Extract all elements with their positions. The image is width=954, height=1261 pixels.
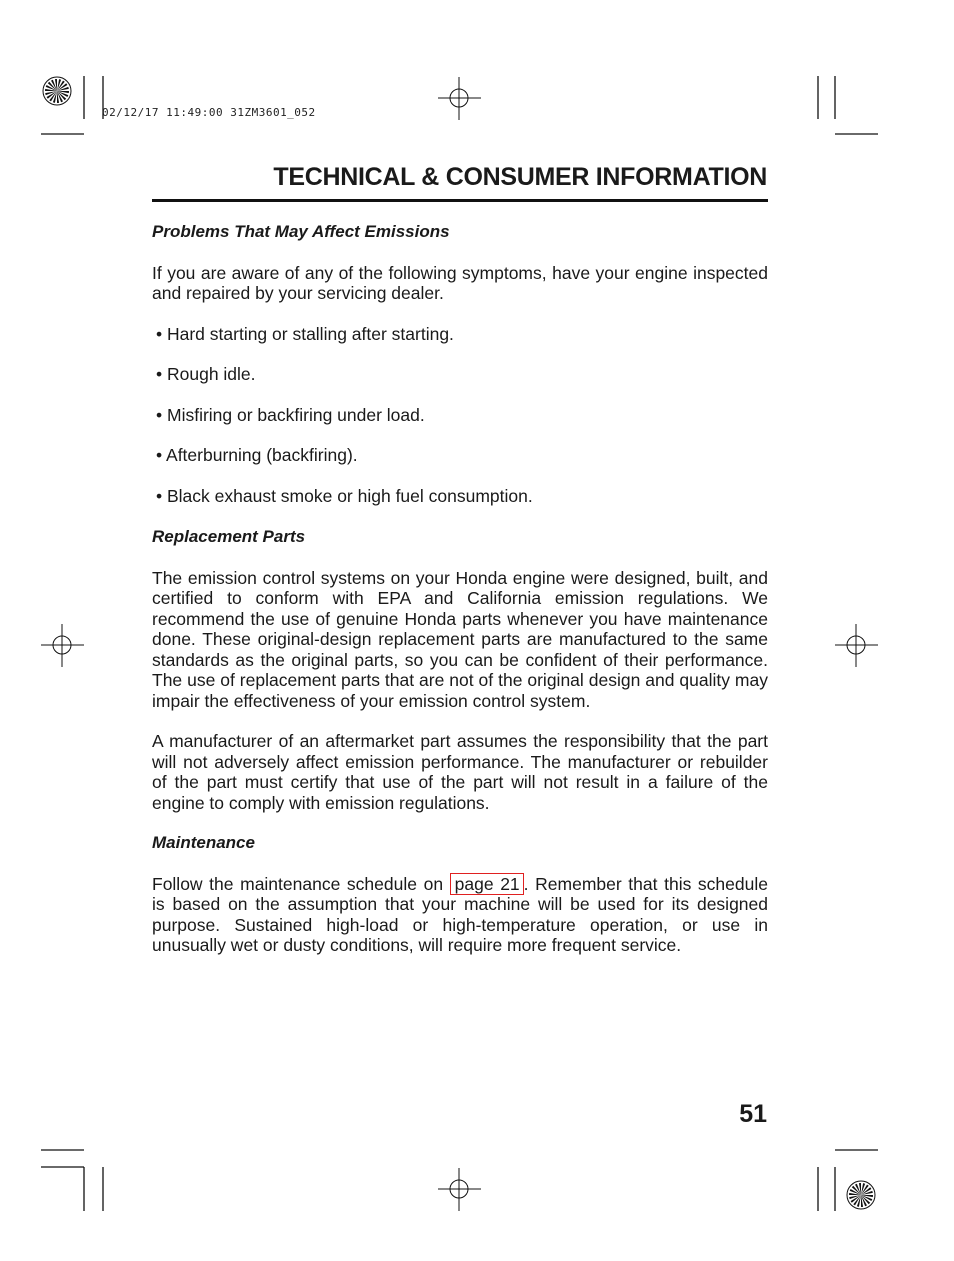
registration-mark-top (438, 77, 481, 120)
page-21-link[interactable]: page 21 (450, 873, 524, 895)
starburst-ray (852, 1186, 861, 1195)
registration-mark-bottom (438, 1168, 481, 1211)
page-title: TECHNICAL & CONSUMER INFORMATION (273, 163, 767, 191)
list-item: • Rough idle. (156, 364, 256, 384)
page-number: 51 (739, 1100, 767, 1128)
registration-mark-left (41, 624, 84, 667)
starburst-ray (861, 1195, 870, 1204)
maintenance-text-before: Follow the maintenance schedule on (152, 873, 450, 894)
heading-replacement-parts: Replacement Parts (152, 527, 306, 546)
maintenance-text-after: . Remember that this schedule is based on the assumption that your machine will be used for its designed purpose. Sustained high-load or high-temperature operation, or use in unusually wet or dusty conditions, will require more frequent service. (152, 873, 768, 955)
starburst-mark-bottom-right (847, 1181, 875, 1209)
page-content (152, 218, 768, 976)
maintenance-paragraph (152, 874, 768, 956)
heading-maintenance: Maintenance (152, 833, 255, 852)
registration-mark-right (835, 624, 878, 667)
list-item: • Afterburning (backfiring). (156, 445, 358, 465)
starburst-ray (57, 91, 66, 100)
heading-emission-problems: Problems That May Affect Emissions (152, 222, 450, 241)
intro-paragraph: If you are aware of any of the following symptoms, have your engine inspected and repaired by your servicing dealer. (152, 262, 768, 303)
starburst-mark-top-left (43, 77, 71, 105)
replacement-parts-paragraph-2: A manufacturer of an aftermarket part assumes the responsibility that the part will not adversely affect emission performance. The manufacturer or rebuilder of the part must certify that use of the part will not result in a failure of the engine to comply with emission regulations. (152, 731, 768, 813)
list-item: • Misfiring or backfiring under load. (156, 404, 425, 425)
print-timestamp: 02/12/17 11:49:00 31ZM3601_052 (102, 106, 316, 119)
list-item: • Black exhaust smoke or high fuel consumption. (156, 485, 533, 506)
symptom-list (156, 324, 768, 507)
list-item: • Hard starting or stalling after starting. (156, 323, 454, 344)
starburst-ray (48, 82, 57, 91)
replacement-parts-paragraph-1: The emission control systems on your Honda engine were designed, built, and certified to conform with EPA and California emission regulations. We recommend the use of genuine Honda parts whenever you have maintenance done. These original-design replacement parts are manufactured to the same standards as the original parts, so you can be confident of their performance. The use of replacement parts that are not of the original design and quality may impair the effectiveness of your emission control system. (152, 567, 768, 711)
title-rule (152, 199, 768, 202)
